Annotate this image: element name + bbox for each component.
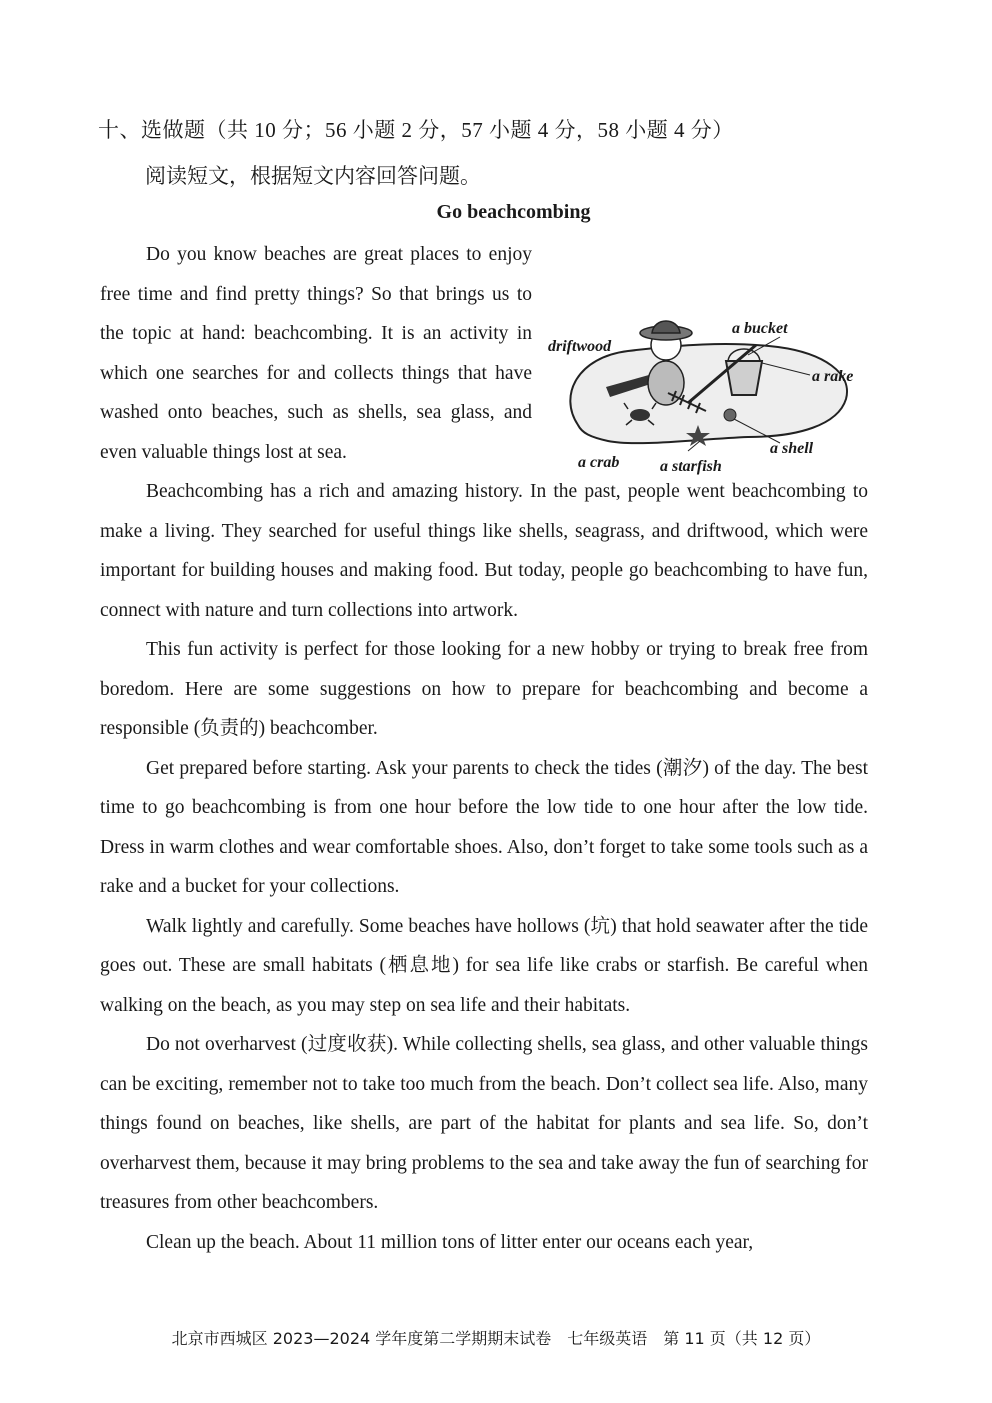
label-driftwood: driftwood	[548, 338, 612, 355]
label-starfish: a starfish	[660, 458, 722, 475]
paragraph-4: Get prepared before starting. Ask your parents to check the tides (潮汐) of the day. The best time to go beachcombing is from one hour before the low tide to one hour after the low tide. Dress in warm clothes and wear comfortable shoes. Also, don’t forget to take some tools such as a rake and a bucket for your collections.	[100, 757, 868, 897]
paragraph-5: Walk lightly and carefully. Some beaches have hollows (坑) that hold seawater after the tide goes out. These are small habitats (栖息地) for sea life like crabs or starfish. Be careful when walking on the beach, as you may step on sea life and their habitats.	[100, 915, 868, 1016]
article-title: Go beachcombing	[436, 201, 591, 223]
paragraph-3: This fun activity is perfect for those looking for a new hobby or trying to break free from boredom. Here are some suggestions on how to prepare for beachcombing and become a responsible (负责的) beachcomber.	[100, 639, 868, 739]
section-heading: 十、选做题（共 10 分；56 小题 2 分，57 小题 4 分，58 小题 4 分）	[98, 118, 734, 142]
article-body	[100, 235, 868, 1262]
hat-crown	[652, 321, 680, 333]
page-footer: 北京市西城区 2023—2024 学年度第二学期期末试卷 七年级英语 第 11 页（共 12 页）	[171, 1329, 821, 1348]
paragraph-2: Beachcombing has a rich and amazing history. In the past, people went beachcombing to make a living. They searched for useful things like shells, seagrass, and driftwood, which were important for building houses and making food. But today, people go beachcombing to have fun, connect with nature and turn collections into artwork.	[100, 481, 868, 621]
label-shell: a shell	[770, 440, 814, 457]
crab-drawing	[630, 409, 650, 421]
paragraph-1: Do you know beaches are great places to enjoy free time and find pretty things? So that brings us to the topic at hand: beachcombing. It is an activity in which one searches for and collects things that have washed onto beaches, such as shells, sea glass, and even valuable things lost at sea.	[100, 244, 532, 463]
label-rake: a rake	[812, 368, 854, 385]
paragraph-6: Do not overharvest (过度收获). While collecting shells, sea glass, and other valuable things can be exciting, remember not to take too much from the beach. Don’t collect sea life. Also, many things found on beaches, like shells, are part of the habitat for plants and sea life. So, don’t overharvest them, because it may bring problems to the sea and take away the fun of searching for treasures from other beachcombers.	[100, 1034, 868, 1213]
label-crab: a crab	[578, 454, 620, 471]
beachcombing-illustration	[548, 275, 868, 475]
label-bucket: a bucket	[732, 320, 788, 337]
paragraph-7: Clean up the beach. About 11 million tons of litter enter our oceans each year,	[146, 1231, 754, 1253]
section-instruction: 阅读短文，根据短文内容回答问题。	[145, 164, 481, 188]
